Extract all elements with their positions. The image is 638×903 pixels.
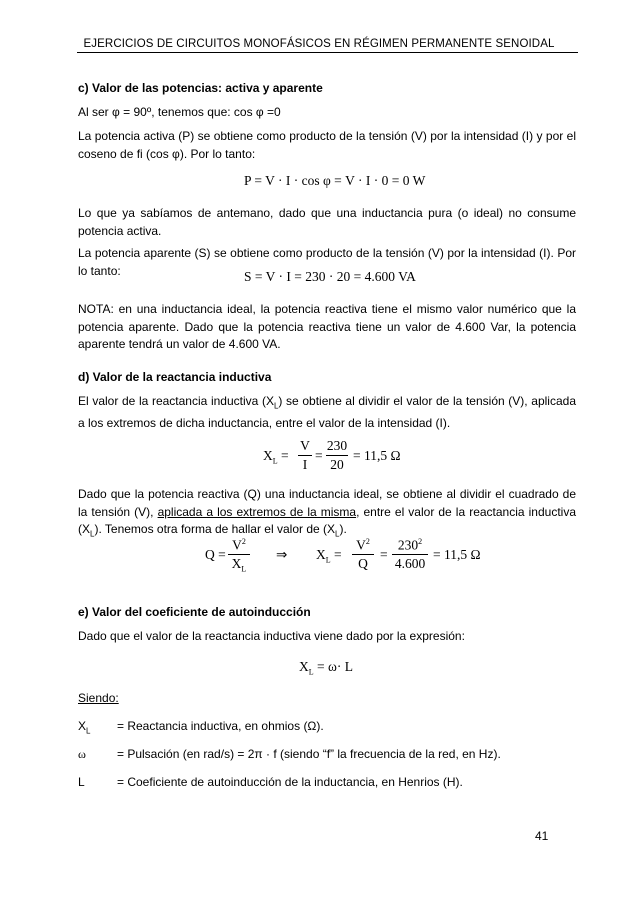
paragraph-d1: El valor de la reactancia inductiva $(X_L)$ se obtiene al dividir el valor de la tensión (V), aplicada a los extremos de dicha inductancia, entre el valor de la intensidad (I).	[78, 394, 576, 430]
eq3-bar2	[326, 455, 348, 456]
eq3-eq1: =	[315, 448, 323, 463]
eq4-q: Q =	[205, 547, 226, 562]
heading-c: c) Valor de las potencias: activa y aparente	[78, 81, 323, 95]
page-header: EJERCICIOS DE CIRCUITOS MONOFÁSICOS EN RÉGIMEN PERMANENTE SENOIDAL	[83, 38, 555, 50]
eq3-den2: 20	[330, 457, 344, 472]
eq4-den3: 4.600	[394, 556, 426, 571]
paragraph-c2: La potencia activa (P) se obtiene como producto de la tensión (V) por la intensidad (I) y por el coseno de fi (cos φ). Por lo tanto:	[78, 129, 576, 161]
paragraph-d2: Dado que la potencia reactiva (Q) una inductancia ideal, se obtiene al dividir el cuadrado de la tensión (V), aplicada a los extremos de la misma, entre el valor de la reactancia inductiva $(X_L)$. Tenemos otra forma de hallar el valor de $(X_L)$.	[78, 487, 576, 539]
heading-e: e) Valor del coeficiente de autoinducción	[78, 605, 311, 619]
eq4-eq: =	[380, 547, 388, 562]
eq3-num2: 230	[326, 438, 348, 453]
def-symbol-xl: $X_L$	[78, 719, 91, 736]
paragraph-c4: La potencia aparente (S) se obtiene como producto de la tensión (V) por la intensidad (I). Por lo tanto:	[78, 246, 576, 278]
eq3-lhs: $X_L$ =	[263, 448, 289, 466]
eq3-num1: V	[300, 438, 310, 453]
eq4-num2: $V^2$	[356, 537, 370, 553]
siendo-label: Siendo:	[78, 691, 119, 705]
def-symbol-l: L	[78, 775, 85, 789]
paragraph-c5-nota: NOTA: en una inductancia ideal, la potencia reactiva tiene el mismo valor numérico que la potencia aparente. Dado que la potencia reactiva tiene un valor de 4.600 Var, la potencia aparente tendrá un valor de 4.600 VA.	[78, 302, 576, 351]
paragraph-e1: Dado que el valor de la reactancia inductiva viene dado por la expresión:	[78, 629, 465, 643]
paragraph-c1: Al ser φ = 90º, tenemos que: cos φ =0	[78, 105, 281, 119]
def-text-omega: = Pulsación (en rad/s) = 2π · f (siendo “f” la frecuencia de la red, en Hz).	[117, 747, 501, 761]
eq4-num3: $230^2$	[397, 537, 423, 553]
equation-apparent-power: S = V · I = 230 · 20 = 4.600 VA	[244, 269, 416, 284]
eq4-result: = 11,5 Ω	[433, 547, 481, 562]
equation-active-power: P = V · I · cos φ = V · I · 0 = 0 W	[244, 173, 426, 188]
eq4-xl: $X_L$ =	[316, 547, 342, 565]
paragraph-c3: Lo que ya sabíamos de antemano, dado que una inductancia pura (o ideal) no consume potencia activa.	[78, 206, 576, 238]
def-symbol-omega: ω	[78, 747, 86, 761]
eq4-num1: $V^2$	[232, 537, 246, 553]
eq4-bar1	[228, 554, 250, 555]
eq4-den2: Q	[358, 556, 368, 571]
header-rule	[77, 52, 578, 53]
eq4-den1: $X_L$	[231, 556, 247, 574]
eq4-arrow: ⇒	[276, 547, 288, 562]
page-number: 41	[535, 829, 549, 843]
eq3-bar1	[298, 455, 312, 456]
eq3-den1: I	[302, 457, 308, 472]
eq4-bar3	[392, 554, 428, 555]
heading-d: d) Valor de la reactancia inductiva	[78, 370, 272, 384]
eq4-bar2	[352, 554, 374, 555]
def-text-xl: = Reactancia inductiva, en ohmios (Ω).	[117, 719, 324, 733]
equation-xl: $X_L = \omega\cdot L$	[299, 659, 354, 677]
eq3-result: = 11,5 Ω	[353, 448, 401, 463]
def-text-l: = Coeficiente de autoinducción de la inductancia, en Henrios (H).	[117, 775, 463, 789]
